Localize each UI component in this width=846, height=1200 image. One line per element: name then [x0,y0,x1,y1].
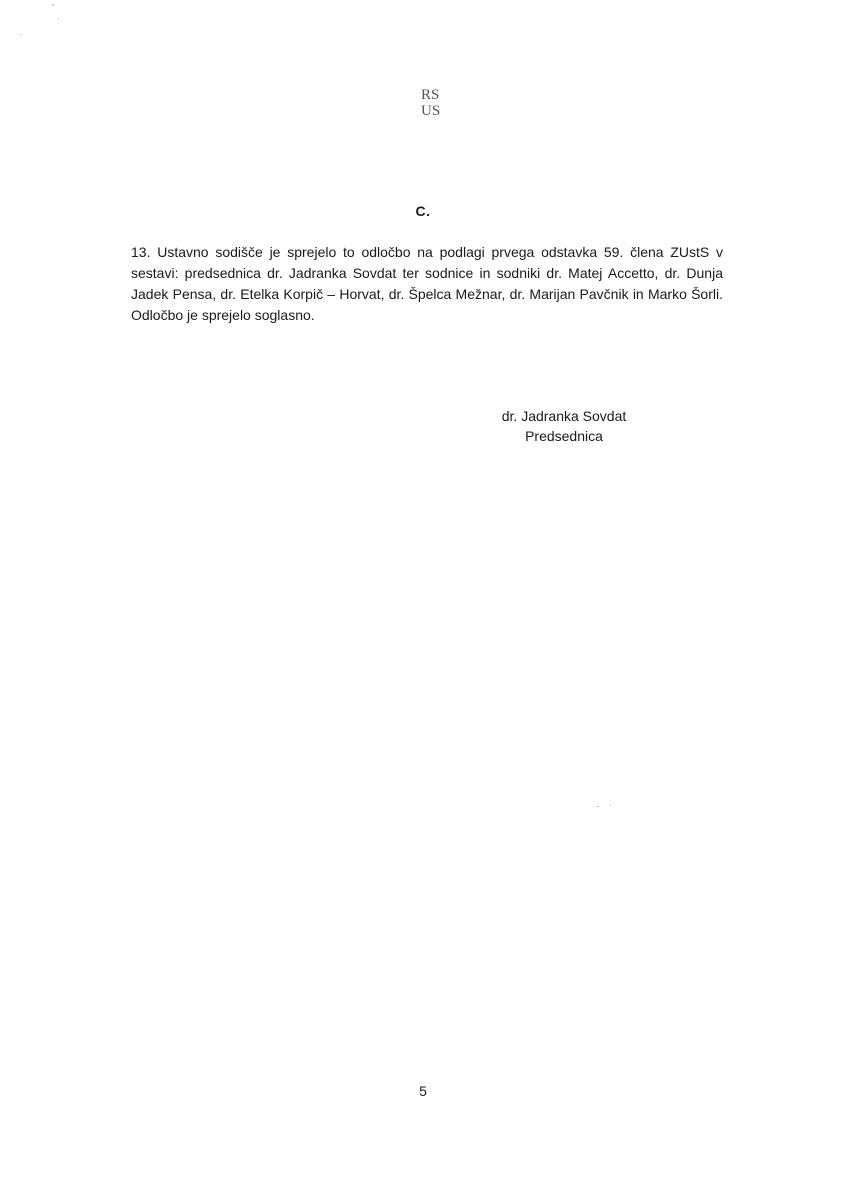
scan-speck [610,804,611,806]
scan-speck [20,34,22,35]
body-paragraph: 13. Ustavno sodišče je sprejelo to odločbo na podlagi prvega odstavka 59. člena ZUstS v sestavi: predsednica dr. Jadranka Sovdat ter sodnice in sodniki dr. Matej Accetto, dr. Dunja Jadek Pensa, dr. Etelka Korpič – Horvat, dr. Špelca Mežnar, dr. Marijan Pavčnik in Marko Šorli. Odločbo je sprejelo soglasno. [131,244,723,323]
page-number: 5 [419,1083,427,1099]
section-heading: C. [415,203,431,219]
signatory-name: dr. Jadranka Sovdat [501,408,627,424]
svg-text:US: US [421,103,441,119]
svg-text:RS: RS [421,87,440,103]
scan-speck [58,18,59,20]
scan-speck [596,806,599,807]
scan-speck [52,4,54,6]
signatory-title: Predsednica [525,428,603,444]
signature-block [480,406,648,446]
court-emblem-logo [418,84,452,120]
